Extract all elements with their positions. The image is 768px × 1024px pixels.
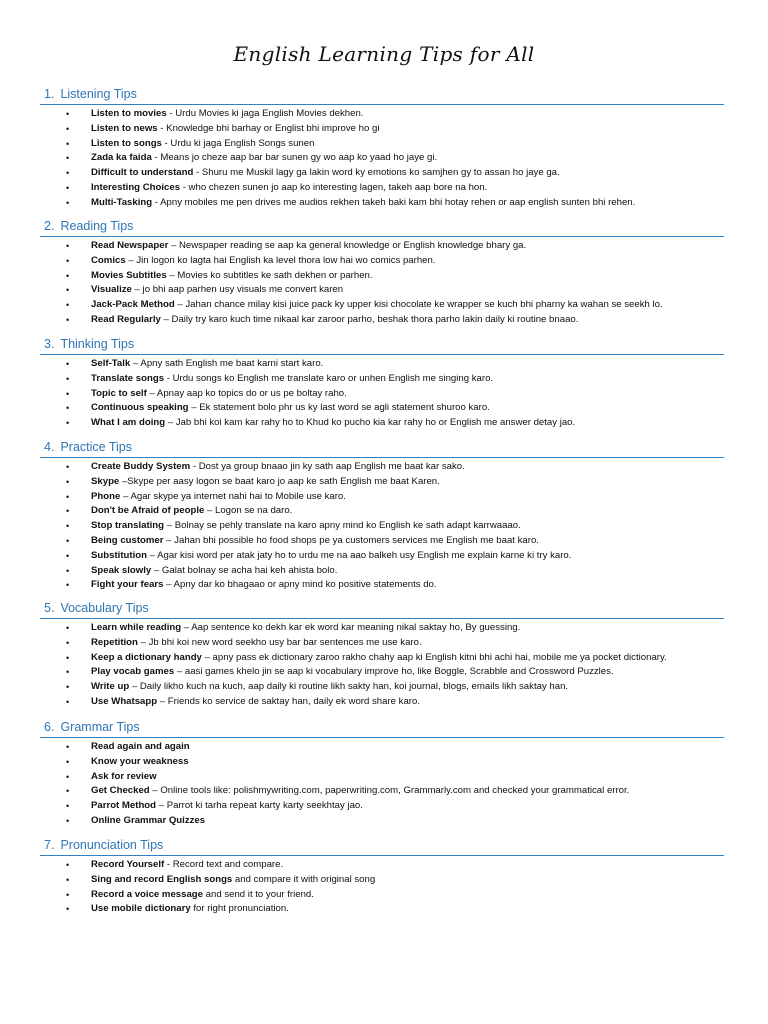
tip-label: Play vocab games bbox=[91, 666, 175, 678]
tip-label: Record Yourself bbox=[91, 859, 165, 870]
list-item bbox=[40, 578, 724, 593]
list-item bbox=[40, 490, 724, 505]
section-heading-text: Thinking Tips bbox=[60, 337, 135, 351]
tip-text: - who chezen sunen jo aap ko interesting lagen, takeh aap bore na hon. bbox=[180, 181, 488, 193]
bullet-icon: • bbox=[66, 270, 70, 281]
section-heading bbox=[40, 835, 724, 856]
section-heading bbox=[40, 216, 724, 237]
tip-text: – Jahan bhi possible ho food shops pe ya customers services me English me baat karo. bbox=[163, 534, 539, 546]
tip-label: Movies Subtitles bbox=[91, 269, 167, 281]
list-item bbox=[40, 298, 724, 313]
tip-text: – Newspaper reading se aap ka general knowledge or English knowledge bhary ga. bbox=[168, 240, 527, 251]
tip-text: – Apny dar ko bhagaao or apny mind ko positive statements do. bbox=[163, 579, 437, 591]
tip-label: Don't be Afraid of people bbox=[91, 505, 205, 517]
list-item bbox=[40, 181, 724, 196]
section-number: 3. bbox=[44, 337, 55, 351]
section-heading-text: Reading Tips bbox=[60, 219, 134, 233]
tip-text: – Jb bhi koi new word seekho usy bar bar sentences me use karo. bbox=[137, 636, 422, 648]
section-number: 7. bbox=[44, 838, 55, 852]
tip-text: – Daily try karo kuch time nikaal kar zaroor parho, beshak thora parho lakin daily ki routine bnaao. bbox=[160, 313, 579, 325]
section-heading bbox=[40, 84, 724, 105]
tip-label: Get Checked bbox=[91, 785, 150, 797]
tip-text: - Urdu Movies ki jaga English Movies dekhen. bbox=[166, 108, 364, 119]
tip-label: Self-Talk bbox=[91, 358, 131, 369]
section-thinking-tips bbox=[40, 334, 724, 431]
page-title: English Learning Tips for All bbox=[233, 42, 535, 66]
tip-text: – Logon se na daro. bbox=[204, 505, 293, 517]
tip-label: Write up bbox=[91, 681, 130, 693]
section-heading-text: Vocabulary Tips bbox=[60, 601, 149, 615]
bullet-icon: • bbox=[66, 801, 70, 812]
bullet-icon: • bbox=[66, 168, 70, 179]
bullet-icon: • bbox=[66, 682, 70, 693]
tip-text: –Skype per aasy logon se baat karo jo aap ke sath English me baat Karen. bbox=[119, 475, 440, 487]
section-listening-tips bbox=[40, 84, 724, 211]
list-item bbox=[40, 534, 724, 549]
bullet-icon: • bbox=[66, 300, 70, 311]
tips-list bbox=[40, 621, 724, 710]
section-heading-text: Pronunciation Tips bbox=[60, 838, 164, 852]
section-heading-text: Listening Tips bbox=[60, 87, 137, 101]
bullet-icon: • bbox=[66, 521, 70, 532]
list-item bbox=[40, 814, 724, 829]
tip-text: for right pronunciation. bbox=[190, 903, 289, 915]
list-item bbox=[40, 858, 724, 873]
tip-label: Online Grammar Quizzes bbox=[91, 814, 206, 826]
tip-label: Read again and again bbox=[91, 741, 190, 752]
tip-label: Create Buddy System bbox=[91, 461, 191, 472]
tip-label: Learn while reading bbox=[91, 622, 182, 633]
tip-text: - Apny mobiles me pen drives me audios rekhen takeh baki kam bhi hotay rehen or aap english sunten bhi rehen. bbox=[152, 196, 636, 208]
tip-label: Listen to movies bbox=[91, 108, 167, 119]
list-item bbox=[40, 621, 724, 636]
list-item bbox=[40, 902, 724, 917]
list-item bbox=[40, 196, 724, 211]
tips-list bbox=[40, 740, 724, 829]
tip-text: – Jab bhi koi kam kar rahy ho to Khud ko pucho kia kar rahy ho or English me answer detay jao. bbox=[165, 417, 576, 429]
list-item bbox=[40, 166, 724, 181]
list-item bbox=[40, 651, 724, 666]
tip-label: Continuous speaking bbox=[91, 402, 189, 414]
section-number: 4. bbox=[44, 440, 55, 454]
section-heading bbox=[40, 334, 724, 355]
bullet-icon: • bbox=[66, 476, 70, 487]
list-item bbox=[40, 239, 724, 254]
list-item bbox=[40, 799, 724, 814]
list-item bbox=[40, 387, 724, 402]
bullet-icon: • bbox=[66, 109, 70, 119]
list-item bbox=[40, 784, 724, 799]
bullet-icon: • bbox=[66, 182, 70, 193]
tip-text: – Movies ko subtitles ke sath dekhen or parhen. bbox=[166, 269, 373, 281]
bullet-icon: • bbox=[66, 123, 70, 134]
section-number: 6. bbox=[44, 720, 55, 734]
bullet-icon: • bbox=[66, 756, 70, 767]
section-heading-text: Practice Tips bbox=[60, 440, 132, 454]
tip-label: Use mobile dictionary bbox=[91, 903, 191, 915]
section-vocabulary-tips bbox=[40, 598, 724, 710]
list-item bbox=[40, 269, 724, 284]
bullet-icon: • bbox=[66, 565, 70, 576]
list-item bbox=[40, 873, 724, 888]
list-item bbox=[40, 357, 724, 372]
tip-label: Visualize bbox=[91, 284, 132, 296]
bullet-icon: • bbox=[66, 197, 70, 208]
bullet-icon: • bbox=[66, 550, 70, 561]
tip-text: - Shuru me Muskil lagy ga lakin word ky emotions ko samjhen gy to assan ho jaye ga. bbox=[193, 167, 560, 179]
tips-list bbox=[40, 858, 724, 917]
bullet-icon: • bbox=[66, 742, 70, 752]
tip-text: – Daily likho kuch na kuch, aap daily ki routine likh sakty han, koi journal, blogs, emails likh saktay han. bbox=[129, 681, 569, 693]
bullet-icon: • bbox=[66, 506, 70, 517]
bullet-icon: • bbox=[66, 255, 70, 266]
tip-text: – Friends ko service de saktay han, daily ek word share karo. bbox=[157, 695, 420, 707]
tip-text: - Urdu ki jaga English Songs sunen bbox=[161, 137, 315, 149]
tip-text: and send it to your friend. bbox=[203, 888, 314, 900]
tip-text: – Bolnay se pehly translate na karo apny mind ko English ke sath adapt karrwaaao. bbox=[164, 520, 521, 532]
bullet-icon: • bbox=[66, 462, 70, 472]
list-item bbox=[40, 888, 724, 903]
list-item bbox=[40, 695, 724, 710]
list-item bbox=[40, 313, 724, 328]
list-item bbox=[40, 519, 724, 534]
tip-label: Speak slowly bbox=[91, 564, 152, 576]
tip-label: Repetition bbox=[91, 636, 138, 648]
tip-text: – Agar skype ya internet nahi hai to Mobile use karo. bbox=[120, 490, 346, 502]
tip-label: Comics bbox=[91, 254, 126, 266]
bullet-icon: • bbox=[66, 373, 70, 384]
list-item bbox=[40, 254, 724, 269]
bullet-icon: • bbox=[66, 418, 70, 429]
bullet-icon: • bbox=[66, 696, 70, 707]
tip-label: Read Regularly bbox=[91, 313, 161, 325]
list-item bbox=[40, 665, 724, 680]
section-reading-tips bbox=[40, 216, 724, 328]
tip-label: Phone bbox=[91, 490, 121, 502]
tip-text: - Urdu songs ko English me translate karo or unhen English me singing karo. bbox=[164, 372, 494, 384]
list-item bbox=[40, 549, 724, 564]
tip-label: Skype bbox=[91, 475, 120, 487]
section-heading bbox=[40, 717, 724, 738]
tip-label: Sing and record English songs bbox=[91, 873, 233, 885]
tip-text: - Dost ya group bnaao jin ky sath aap English me baat kar sako. bbox=[190, 461, 465, 472]
tip-text: – Jahan chance milay kisi juice pack ky upper kisi chocolate ke wrapper se kuch bhi pharny ka wahan se seekh lo. bbox=[174, 299, 663, 311]
list-item bbox=[40, 460, 724, 475]
list-item bbox=[40, 416, 724, 431]
list-item bbox=[40, 107, 724, 122]
tip-label: Ask for review bbox=[91, 770, 157, 782]
tip-text: and compare it with original song bbox=[232, 873, 376, 885]
tips-list bbox=[40, 357, 724, 431]
tip-text: – Ek statement bolo phr us ky last word se agli statement shuroo karo. bbox=[188, 402, 490, 414]
bullet-icon: • bbox=[66, 667, 70, 678]
list-item bbox=[40, 504, 724, 519]
tip-label: Being customer bbox=[91, 534, 164, 546]
bullet-icon: • bbox=[66, 491, 70, 502]
list-item bbox=[40, 283, 724, 298]
list-item bbox=[40, 475, 724, 490]
tip-text: - Record text and compare. bbox=[164, 859, 284, 870]
tip-text: – Parrot ki tarha repeat karty karty seekhtay jao. bbox=[156, 800, 363, 812]
tip-label: Difficult to understand bbox=[91, 167, 194, 179]
tip-text: - Knowledge bhi barhay or Englist bhi improve ho gi bbox=[157, 122, 380, 134]
bullet-icon: • bbox=[66, 285, 70, 296]
section-heading-text: Grammar Tips bbox=[60, 720, 140, 734]
tip-label: Substitution bbox=[91, 549, 147, 561]
tip-label: Topic to self bbox=[91, 387, 147, 399]
list-item bbox=[40, 770, 724, 785]
tip-text: – Galat bolnay se acha hai keh ahista bolo. bbox=[151, 564, 338, 576]
section-heading bbox=[40, 598, 724, 619]
list-item bbox=[40, 401, 724, 416]
bullet-icon: • bbox=[66, 652, 70, 663]
bullet-icon: • bbox=[66, 241, 70, 251]
list-item bbox=[40, 755, 724, 770]
tip-text: – apny pass ek dictionary zaroo rakho chahy aap ki English kitni bhi achi hai, mobile me ya pocket dictionary. bbox=[201, 651, 667, 663]
bullet-icon: • bbox=[66, 637, 70, 648]
bullet-icon: • bbox=[66, 771, 70, 782]
tip-text: – Apnay aap ko topics do or us pe boltay raho. bbox=[146, 387, 347, 399]
section-grammar-tips bbox=[40, 717, 724, 829]
tip-label: What I am doing bbox=[91, 417, 166, 429]
tip-label: Fight your fears bbox=[91, 579, 164, 591]
tip-label: Listen to news bbox=[91, 122, 158, 134]
bullet-icon: • bbox=[66, 889, 70, 900]
tip-text: - Means jo cheze aap bar bar sunen gy wo aap ko yaad ho jaye gi. bbox=[151, 152, 438, 164]
tip-label: Translate songs bbox=[91, 372, 165, 384]
tip-label: Keep a dictionary handy bbox=[91, 651, 202, 663]
list-item bbox=[40, 122, 724, 137]
bullet-icon: • bbox=[66, 815, 70, 826]
tips-list bbox=[40, 239, 724, 328]
bullet-icon: • bbox=[66, 623, 70, 633]
tip-label: Interesting Choices bbox=[91, 181, 181, 193]
tips-list bbox=[40, 460, 724, 593]
tip-label: Record a voice message bbox=[91, 888, 203, 900]
bullet-icon: • bbox=[66, 535, 70, 546]
tips-list bbox=[40, 107, 724, 211]
bullet-icon: • bbox=[66, 786, 70, 797]
bullet-icon: • bbox=[66, 874, 70, 885]
tip-text: – Online tools like: polishmywriting.com, paperwriting.com, Grammarly.com and checked your grammatical error. bbox=[149, 785, 630, 797]
section-practice-tips bbox=[40, 437, 724, 593]
bullet-icon: • bbox=[66, 904, 70, 915]
tip-text: – Agar kisi word per atak jaty ho to urdu me na aao balkeh usy English me explain karne ki try karo. bbox=[146, 549, 572, 561]
bullet-icon: • bbox=[66, 153, 70, 164]
section-number: 1. bbox=[44, 87, 55, 101]
tip-text: – aasi games khelo jin se aap ki vocabulary improve ho, like Boggle, Scrabble and Crossword Puzzles. bbox=[174, 666, 614, 678]
bullet-icon: • bbox=[66, 388, 70, 399]
section-number: 5. bbox=[44, 601, 55, 615]
section-pronunciation-tips bbox=[40, 835, 724, 917]
tip-text: – Aap sentence ko dekh kar ek word kar meaning nikal saktay ho, By guessing. bbox=[181, 622, 521, 633]
list-item bbox=[40, 564, 724, 579]
bullet-icon: • bbox=[66, 359, 70, 369]
bullet-icon: • bbox=[66, 860, 70, 870]
bullet-icon: • bbox=[66, 403, 70, 414]
tip-label: Parrot Method bbox=[91, 800, 157, 812]
tip-label: Jack-Pack Method bbox=[91, 299, 175, 311]
list-item bbox=[40, 151, 724, 166]
list-item bbox=[40, 680, 724, 695]
bullet-icon: • bbox=[66, 138, 70, 149]
tip-label: Use Whatsapp bbox=[91, 695, 158, 707]
list-item bbox=[40, 636, 724, 651]
tip-label: Listen to songs bbox=[91, 137, 162, 149]
tip-label: Read Newspaper bbox=[91, 240, 169, 251]
tip-label: Zada ka faida bbox=[91, 152, 152, 164]
tip-text: – jo bhi aap parhen usy visuals me convert karen bbox=[131, 284, 344, 296]
bullet-icon: • bbox=[66, 314, 70, 325]
section-heading bbox=[40, 437, 724, 458]
list-item bbox=[40, 372, 724, 387]
bullet-icon: • bbox=[66, 580, 70, 591]
tip-label: Multi-Tasking bbox=[91, 196, 153, 208]
tip-text: – Jin logon ko lagta hai English ka level thora low hai wo comics parhen. bbox=[125, 254, 436, 266]
tip-label: Know your weakness bbox=[91, 755, 189, 767]
tip-label: Stop translating bbox=[91, 520, 165, 532]
section-number: 2. bbox=[44, 219, 55, 233]
list-item bbox=[40, 137, 724, 152]
tip-text: – Apny sath English me baat karni start karo. bbox=[130, 358, 324, 369]
list-item bbox=[40, 740, 724, 755]
